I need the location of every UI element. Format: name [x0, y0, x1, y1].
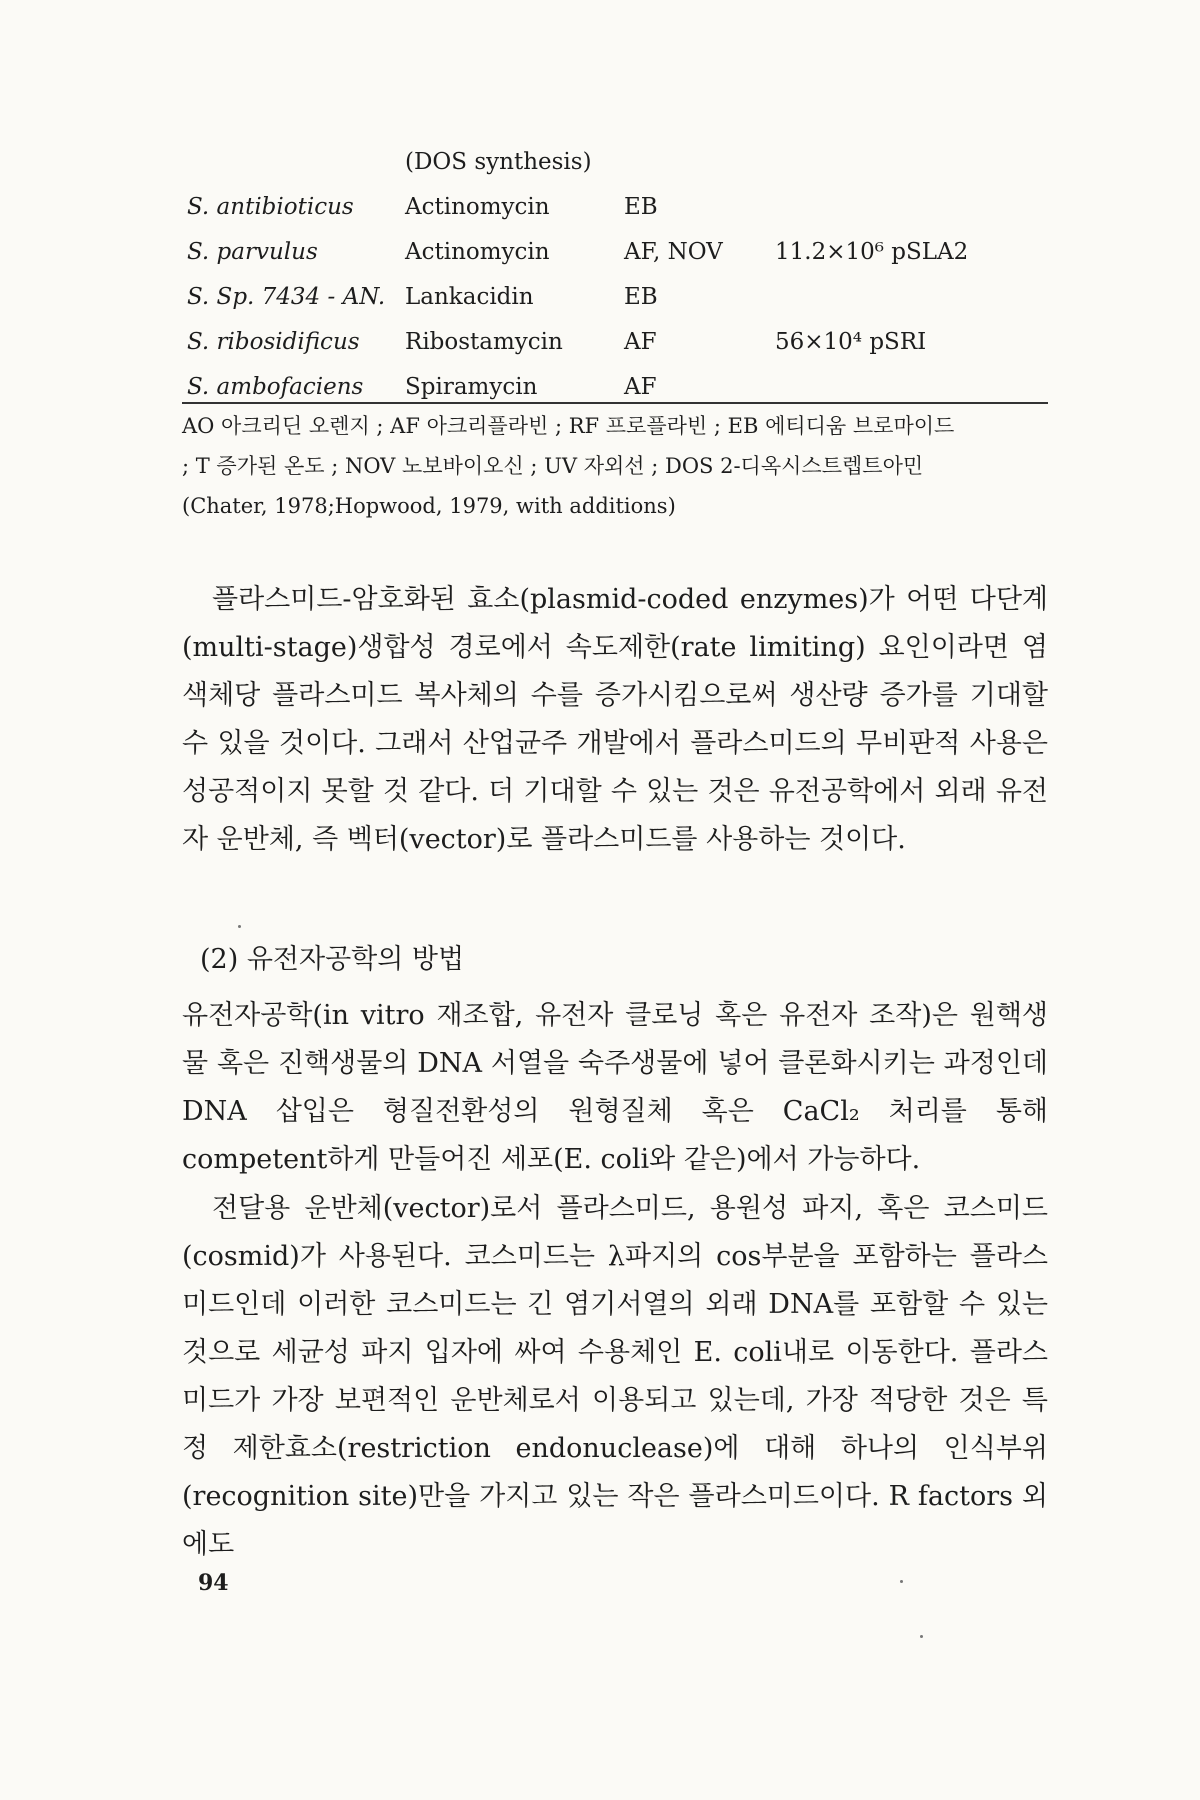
table-cell-antibiotic: Ribostamycin	[405, 329, 563, 355]
table-cell-species: S. ribosidificus	[187, 329, 360, 355]
speck	[238, 925, 241, 928]
footnote-source: (Chater, 1978;Hopwood, 1979, with additions)	[182, 494, 676, 518]
table-row	[187, 230, 1045, 275]
table-cell-antibiotic: Lankacidin	[405, 284, 534, 310]
table-cell-antibiotic: Actinomycin	[405, 194, 550, 220]
table-cell-plasmid: 56×10⁴ pSRI	[775, 329, 927, 355]
table-cell-curing-agent: AF	[624, 374, 657, 400]
table-cell-curing-agent: AF	[624, 329, 657, 355]
table-cell-antibiotic: (DOS synthesis)	[405, 149, 592, 175]
speck	[900, 1580, 903, 1583]
table-row	[187, 185, 1045, 230]
table-cell-plasmid: 11.2×10⁶ pSLA2	[775, 239, 969, 265]
table-cell-curing-agent: EB	[624, 194, 658, 220]
section-heading: (2) 유전자공학의 방법	[200, 944, 465, 975]
table-cell-curing-agent: AF, NOV	[624, 239, 723, 265]
table-bottom-rule	[182, 402, 1048, 404]
footnote-abbreviations-1: AO 아크리딘 오렌지 ; AF 아크리플라빈 ; RF 프로플라빈 ; EB 에티디움 브로마이드	[182, 414, 955, 438]
table-cell-species: S. parvulus	[187, 239, 318, 265]
table-row	[187, 140, 1045, 185]
table-cell-species: S. Sp. 7434 - AN.	[187, 284, 386, 310]
table-row	[187, 320, 1045, 365]
table-cell-species: S. ambofaciens	[187, 374, 364, 400]
table-cell-species: S. antibioticus	[187, 194, 354, 220]
table-cell-curing-agent: EB	[624, 284, 658, 310]
paragraph-genetic-engineering: 유전자공학(in vitro 재조합, 유전자 클로닝 혹은 유전자 조작)은 원핵생물 혹은 진핵생물의 DNA 서열을 숙주생물에 넣어 클론화시키는 과정인데 DNA 삽입은 형질전환성의 원형질체 혹은 CaCl₂ 처리를 통해 competent하게 만들어진 세포(E. coli와 같은)에서 가능하다.	[182, 1000, 1048, 1175]
plasmid-table	[187, 140, 1045, 410]
footnote-abbreviations-2: ; T 증가된 온도 ; NOV 노보바이오신 ; UV 자외선 ; DOS 2-디옥시스트렙트아민	[182, 454, 924, 478]
speck	[920, 1635, 923, 1638]
table-cell-antibiotic: Spiramycin	[405, 374, 538, 400]
table-footnotes	[182, 406, 1052, 526]
paragraph-vectors: 전달용 운반체(vector)로서 플라스미드, 용원성 파지, 혹은 코스미드(cosmid)가 사용된다. 코스미드는 λ파지의 cos부분을 포함하는 플라스미드인데 이러한 코스미드는 긴 염기서열의 외래 DNA를 포함할 수 있는 것으로 세균성 파지 입자에 싸여 수용체인 E. coli내로 이동한다. 플라스미드가 가장 보편적인 운반체로서 이용되고 있는데, 가장 적당한 것은 특정 제한효소(restriction endonuclease)에 대해 하나의 인식부위(recognition site)만을 가지고 있는 작은 플라스미드이다. R factors 외에도	[182, 1193, 1048, 1560]
table-row	[187, 275, 1045, 320]
paragraph-plasmid-enzymes: 플라스미드-암호화된 효소(plasmid-coded enzymes)가 어떤 다단계(multi-stage)생합성 경로에서 속도제한(rate limiting) 요인이라면 염색체당 플라스미드 복사체의 수를 증가시킴으로써 생산량 증가를 기대할 수 있을 것이다. 그래서 산업균주 개발에서 플라스미드의 무비판적 사용은 성공적이지 못할 것 같다. 더 기대할 수 있는 것은 유전공학에서 외래 유전자 운반체, 즉 벡터(vector)로 플라스미드를 사용하는 것이다.	[182, 584, 1048, 855]
table-cell-antibiotic: Actinomycin	[405, 239, 550, 265]
page-number: 94	[198, 1570, 229, 1596]
